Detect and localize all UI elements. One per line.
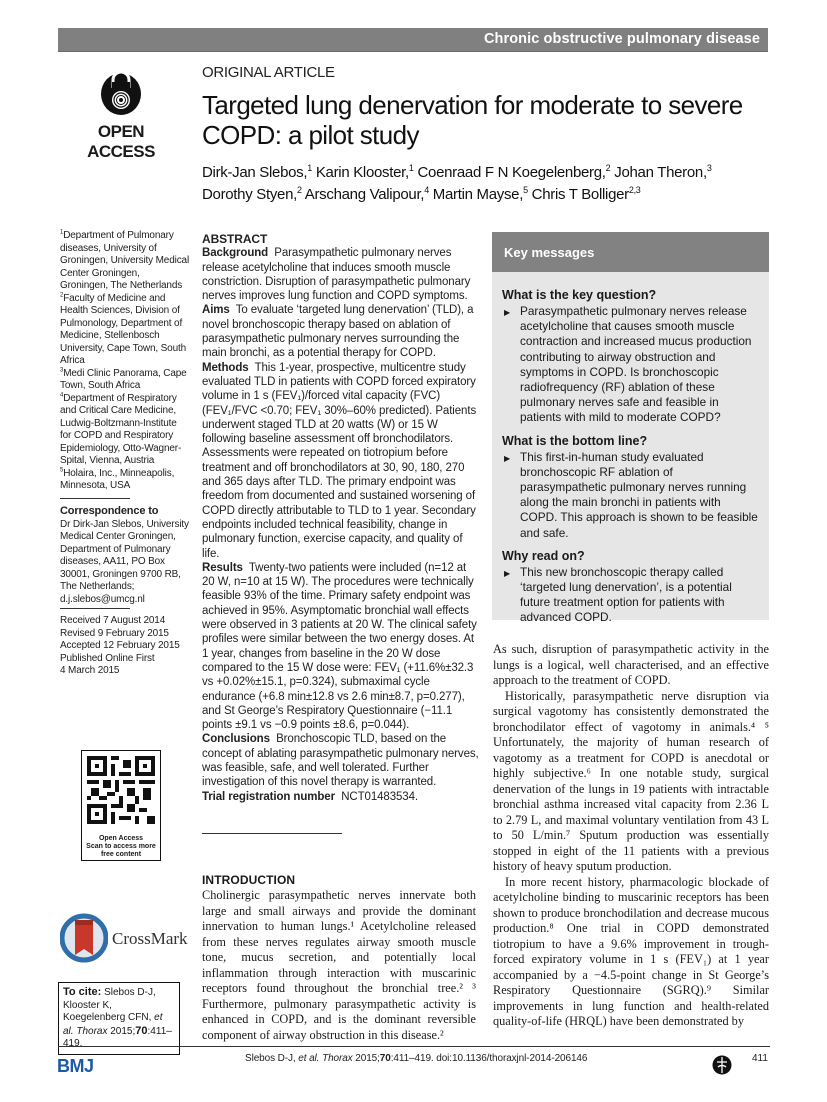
bottom-line-heading: What is the bottom line?	[502, 433, 648, 448]
body-paragraph: Historically, parasympathetic nerve disruption via surgical vagotomy has consistently demonstrated the bronchodilator effect of vagotomy in animals.⁴ ⁵ Unfortunately, the majority of human research of vagotomy as a treatment for COPD is anecdotal or highly subjective.⁶ In one notable study, surgical denervation of the lungs in 19 patients with intractable bronchial asthma increased vital capacity from 2.36 L to 2.79 L, and maximal voluntary ventilation from 43 L to 50 L/min.⁷ Sputum production was essentially stopped in eight of the 11 patients with a previous history of heavy sputum production.	[493, 688, 769, 873]
article-type: ORIGINAL ARTICLE	[202, 64, 335, 81]
affiliations	[60, 230, 190, 493]
bmj-logo[interactable]: BMJ	[57, 1056, 94, 1076]
body-paragraph: As such, disruption of parasympathetic activity in the lungs is a logical, well characterised, and an effective approach to the treatment of COPD.	[493, 642, 769, 687]
open-access-label: OPEN ACCESS	[87, 122, 155, 161]
date-published-label: Published Online First	[60, 652, 155, 664]
section-title: Chronic obstructive pulmonary disease	[483, 31, 760, 47]
author-list	[202, 162, 762, 206]
qr-code-icon	[87, 756, 155, 824]
thoracic-society-logo-icon	[712, 1054, 732, 1076]
section-header-bar	[58, 28, 768, 52]
date-accepted: Accepted 12 February 2015	[60, 640, 180, 651]
author[interactable]: Coenraad F N Koegelenberg,$^2$	[417, 163, 611, 181]
key-messages-box	[492, 232, 769, 625]
body-text-right	[493, 642, 769, 1030]
introduction-section	[202, 873, 476, 1043]
why-read-on-heading: Why read on?	[502, 548, 585, 563]
abstract-trial-registration: Trial registration number NCT01483534.	[202, 790, 418, 803]
date-revised: Revised 9 February 2015	[60, 627, 169, 639]
key-messages-title: Key messages	[492, 232, 769, 272]
page-number: 411	[752, 1053, 768, 1064]
divider	[60, 608, 130, 609]
abstract-results: Results Twenty-two patients were included (n=12 at 20 W, n=10 at 15 W). The procedures were technically feasible 93% of the time. Primary safety endpoint was achieved in 95%. Asymptomatic bronchial wall effects were observed in 3 patients at 20 W. The clinical safety profiles were similar between the two energy doses. At 1 year, changes from baseline in the 20 W dose compared to the 15 W dose were: FEV₁ (+11.6%±32.3 vs +0.02%±15.1, p=0.324), submaximal cycle endurance (+6.8 min±12.8 vs 2.6 min±8.7, p=0.277), and St George’s Respiratory Questionnaire (−11.1 points ±9.1 vs −0.9 points ±8.6, p=0.044).	[202, 561, 477, 732]
correspondence-address: Dr Dirk-Jan Slebos, University Medical Center Groningen, Department of Pulmonary diseases, AA11, PO Box 30001, Groningen 9700 RB, The Netherlands;	[60, 518, 189, 592]
article-dates	[60, 615, 190, 678]
introduction-paragraph: Cholinergic parasympathetic nerves innervate both large and small airways and provide the dominant innervation to human lungs.¹ Acetylcholine released from these nerves regulates airway smooth muscle tone, mucus secretion, and potentially local inflammation through interaction with muscarinic receptors found throughout the bronchial tree.² ³ Furthermore, pulmonary parasympathetic activity is enhanced in COPD, and is the dominant reversible component of airway obstruction in this disease.²	[202, 888, 476, 1042]
crossmark-badge[interactable]	[60, 913, 190, 963]
open-access-logo	[72, 66, 170, 162]
footer-divider	[58, 1046, 770, 1047]
abstract	[202, 232, 480, 804]
author[interactable]: Arschang Valipour,$^4$	[304, 185, 429, 203]
qr-caption: Open Access Scan to access more free content	[86, 835, 156, 858]
author[interactable]: Johan Theron,$^3$	[614, 163, 712, 181]
footer-citation: Slebos D-J, et al. Thorax 2015;70:411–419. doi:10.1136/thoraxjnl-2014-206146	[245, 1053, 588, 1064]
qr-code-box[interactable]	[81, 750, 161, 861]
author[interactable]: Chris T Bolliger$^{2,3}$	[531, 185, 641, 203]
date-received: Received 7 August 2014	[60, 615, 166, 626]
citation-box: To cite: Slebos D-J, Klooster K, Koegelenberg CFN, et al. Thorax 2015;70:411–419.	[58, 982, 180, 1055]
affiliation: $^5$Holaira, Inc., Minneapolis, Minnesota, USA	[60, 467, 175, 491]
abstract-background: Background Parasympathetic pulmonary nerves release acetylcholine that induces smooth muscle constriction. Disruption of parasympathetic pulmonary nerves improves lung function and COPD symptoms.	[202, 247, 471, 303]
why-read-on-bullet: ▶ This new bronchoscopic therapy called ‘targeted lung denervation’, is a potential future treatment option for patients with advanced COPD.	[502, 565, 759, 626]
crossmark-icon	[60, 913, 108, 963]
affiliation: $^4$Department of Respiratory and Critical Care Medicine, Ludwig-Boltzmann-Institute for COPD and Respiratory Epidemiology, Otto-Wagner-Spital, Vienna, Austria	[60, 392, 182, 466]
divider	[202, 833, 342, 834]
body-paragraph: In more recent history, pharmacologic blockade of acetylcholine binding to muscarinic receptors has been shown to produce bronchodilation and decrease mucous production.⁸ One trial in COPD demonstrated tiotropium to have a 9.6% improvement in trough-forced expiratory volume in 1 s (FEV₁) at 1 year accompanied by a −4.5-point change in St George’s Respiratory Questionnaire (SGRQ).⁹ Similar improvements in lung function and health-related quality-of-life (HRQL) have been demonstrated by	[493, 874, 769, 1028]
abstract-aims: Aims To evaluate ‘targeted lung denervation’ (TLD), a novel bronchoscopic therapy based on ablation of parasympathetic pulmonary nerves surrounding the main bronchi, as a potential therapy for COPD.	[202, 304, 474, 360]
key-question-bullet: ▶ Parasympathetic pulmonary nerves release acetylcholine that causes smooth muscle contraction and increased mucus production contributing to airway obstruction and symptoms in COPD. Is bronchoscopic radiofrequency (RF) ablation of these pulmonary nerves safe and feasible in patients with mild to moderate COPD?	[502, 304, 759, 426]
key-question-heading: What is the key question?	[502, 288, 657, 302]
correspondence-heading: Correspondence to	[60, 505, 159, 517]
author[interactable]: Karin Klooster,$^1$	[315, 163, 414, 181]
open-access-lock-icon	[99, 66, 143, 116]
correspondence	[60, 505, 190, 606]
author[interactable]: Dirk-Jan Slebos,$^1$	[202, 163, 312, 181]
date-published: 4 March 2015	[60, 665, 120, 676]
crossmark-label: CrossMark	[112, 929, 188, 948]
abstract-methods: Methods This 1-year, prospective, multicentre study evaluated TLD in patients with COPD forced expiratory volume in 1 s (FEV₁)/forced vital capacity (FVC) (FEV₁/FVC <0.70; FEV₁ 30%–60% predicted). Patients underwent staged TLD at 20 watts (W) or 15 W following baseline assessment off bronchodilators. Assessments were repeated on tiotropium before treatment and off bronchodilators at 30, 90, 180, 270 and 365 days after TLD. The primary endpoint was freedom from documented and sustained worsening of COPD directly attributable to TLD to 1 year. Secondary endpoints included technical feasibility, change in pulmonary function, exercise capacity, and quality of life.	[202, 361, 477, 560]
affiliation: $^1$Department of Pulmonary diseases, University of Groningen, University Medical Center Groningen, Groningen, The Netherlands	[60, 229, 190, 291]
abstract-heading: ABSTRACT	[202, 232, 268, 246]
bottom-line-bullet: ▶ This first-in-human study evaluated bronchoscopic RF ablation of parasympathetic pulmonary nerves running along the main bronchi in patients with COPD. This approach is shown to be feasible and safe.	[502, 450, 759, 541]
author[interactable]: Dorothy Styen,$^2$	[202, 185, 302, 203]
affiliation: $^3$Medi Clinic Panorama, Cape Town, South Africa	[60, 367, 187, 391]
article-title: Targeted lung denervation for moderate to severe COPD: a pilot study	[202, 90, 743, 150]
abstract-conclusions: Conclusions Bronchoscopic TLD, based on the concept of ablating parasympathetic pulmonary nerves, was feasible, safe, and well tolerated. Further investigation of this novel therapy is warranted.	[202, 733, 479, 789]
introduction-heading: INTRODUCTION	[202, 873, 296, 887]
correspondence-email[interactable]: d.j.slebos@umcg.nl	[60, 593, 145, 605]
divider	[60, 498, 130, 499]
author[interactable]: Martin Mayse,$^5$	[432, 185, 528, 203]
affiliation: $^2$Faculty of Medicine and Health Sciences, Division of Pulmonology, Department of Medicine, Stellenbosch University, Cape Town, South Africa	[60, 292, 187, 366]
